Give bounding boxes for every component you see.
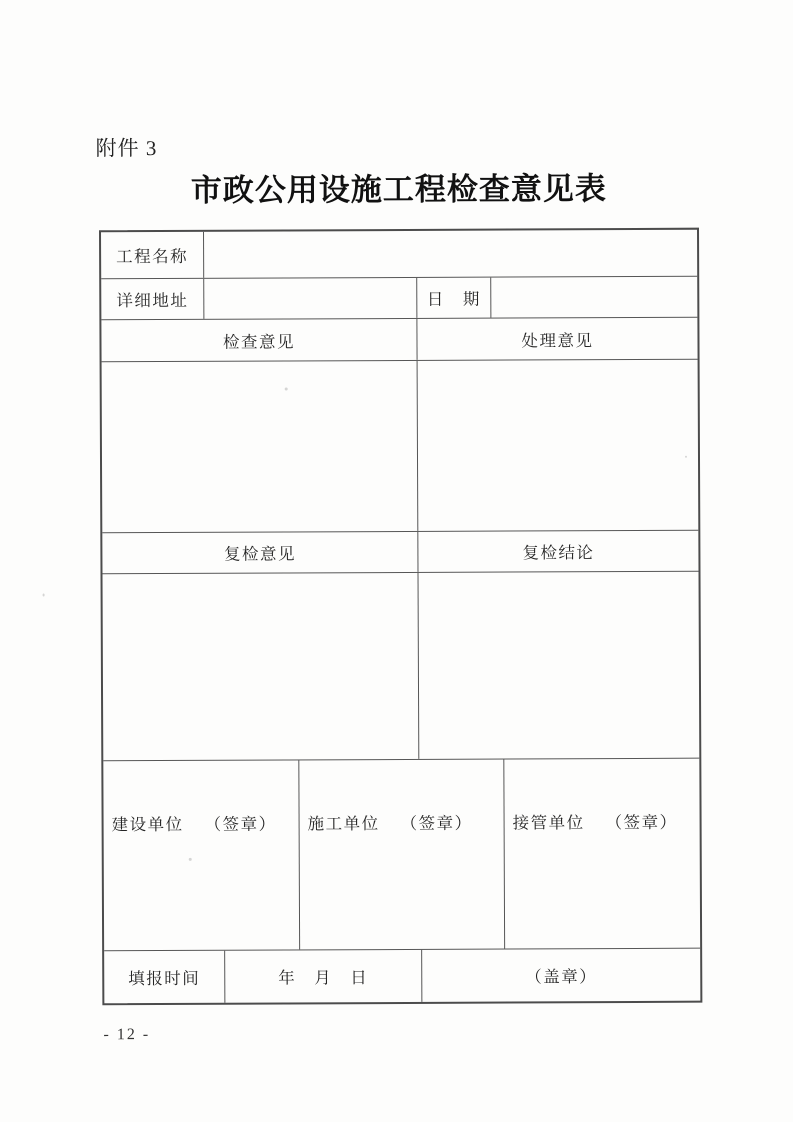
scan-speck	[189, 858, 192, 861]
address-value-cell	[203, 278, 416, 319]
inspection-opinion-content-cell	[102, 361, 418, 532]
scan-speck	[285, 387, 288, 390]
row-opinion-headers	[101, 317, 697, 362]
filing-time-label: 填报时间	[128, 968, 201, 989]
signature-block	[513, 809, 678, 834]
recheck-opinion-header: 复检意见	[223, 544, 296, 564]
recheck-opinion-content-cell	[103, 573, 419, 760]
seal-placeholder: （签章）	[400, 813, 473, 833]
signature-cell-contractor	[298, 760, 504, 950]
signature-cell-takeover-unit	[503, 759, 700, 949]
page-title: 市政公用设施工程检查意见表	[190, 171, 607, 208]
filing-seal-placeholder: （盖章）	[421, 949, 700, 1002]
date-label: 日 期	[416, 278, 490, 318]
scan-artifacts	[0, 0, 793, 2]
inspection-opinion-header: 检查意见	[222, 331, 296, 352]
unit-label: 接管单位	[512, 813, 585, 833]
unit-label: 建设单位	[111, 814, 184, 835]
seal-placeholder: （签章）	[204, 814, 277, 834]
project-name-value-cell	[203, 230, 697, 278]
row-recheck-headers	[102, 530, 698, 574]
handling-opinion-content-cell	[417, 360, 699, 531]
signature-cell-construction-owner	[103, 760, 299, 950]
recheck-conclusion-header: 复检结论	[417, 531, 698, 572]
row-address-date	[101, 276, 697, 320]
filing-date-format: 年 月 日	[224, 950, 421, 1003]
row-opinion-content	[102, 359, 699, 533]
unit-label: 施工单位	[307, 814, 380, 834]
address-label: 详细地址	[116, 290, 189, 311]
page-number: - 12 -	[103, 1026, 151, 1044]
signature-block	[112, 811, 277, 836]
row-signatures	[103, 758, 700, 951]
date-value-cell	[490, 277, 697, 318]
recheck-conclusion-content-cell	[418, 572, 700, 759]
attachment-label: 附件 3	[95, 136, 158, 161]
project-name-label: 工程名称	[116, 246, 189, 267]
row-project-name	[101, 230, 697, 279]
handling-opinion-header: 处理意见	[416, 318, 697, 360]
inspection-form-table	[99, 228, 702, 1006]
scan-speck	[43, 594, 45, 597]
signature-block	[308, 810, 473, 835]
seal-placeholder: （签章）	[605, 812, 678, 833]
row-filing-time	[104, 948, 700, 1004]
scan-speck	[685, 456, 687, 458]
row-recheck-content	[102, 571, 699, 761]
